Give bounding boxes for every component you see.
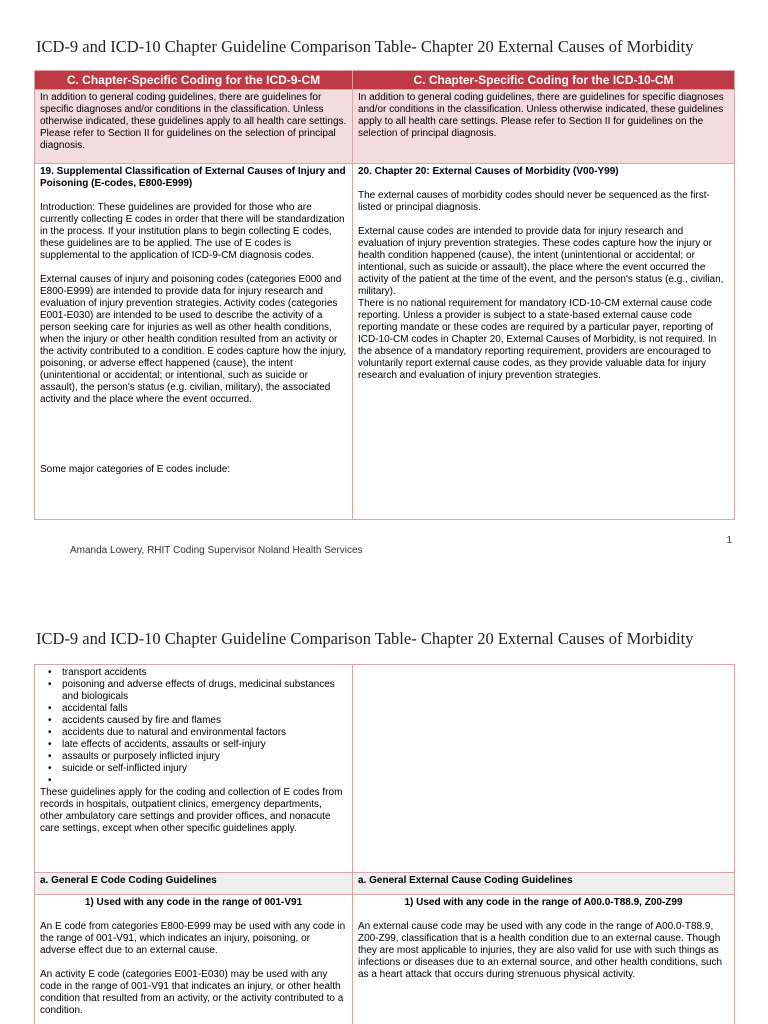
page-footer: Amanda Lowery, RHIT Coding Supervisor Noland Health Services xyxy=(70,545,363,556)
category-item: • accidents due to natural and environmental factors xyxy=(62,727,347,739)
activity-code-paragraph: An activity E code (categories E001-E030) may be used with any code in the range of 001-V91 that indicates an injury, or other health condition that resulted from an activity, or the activity contributed to a condition. xyxy=(40,969,344,1016)
general-guidelines-cell-icd9 xyxy=(35,895,353,1024)
chapter-cell-icd9 xyxy=(35,164,353,520)
intro-icd10: In addition to general coding guidelines, there are guidelines for specific diagnoses and/or conditions in the classification. Unless otherwise indicated, these guidelines apply to all health care settings. Please refer to Section II for guidelines on the selection of principal diagnosis. xyxy=(353,90,735,164)
chapter-heading-icd10: 20. Chapter 20: External Causes of Morbidity (V00-Y99) xyxy=(358,166,619,177)
sequencing-paragraph-icd10: The external causes of morbidity codes should never be sequenced as the first-listed or principal diagnosis. xyxy=(358,190,710,213)
page-number: 1 xyxy=(726,535,732,546)
purpose-paragraph-icd10: External cause codes are intended to provide data for injury research and evaluation of injury prevention strategies. These codes capture how the injury or health condition happened (cause), the intent (unintentional or accidental; or intentional, such as suicide or assault), the place where the event occurred the activity of the patient at the time of the event, and the person's status (e.g., civilian, military). xyxy=(358,226,724,297)
category-item: • late effects of accidents, assaults or self-injury xyxy=(62,739,347,751)
comparison-table-page-2 xyxy=(34,664,735,1024)
header-icd10: C. Chapter-Specific Coding for the ICD-10-CM xyxy=(353,71,735,90)
e-code-categories-list xyxy=(40,667,347,787)
external-cause-code-paragraph: An external cause code may be used with any code in the range of A00.0-T88.9, Z00-Z99, classification that is a health condition due to an external cause. Though they are most applicable to injuries, they are also valid for use with such things as infections or diseases due to an external source, and other health conditions, such as a heart attack that occurs during strenuous physical activity. xyxy=(358,921,723,980)
subheading-icd10: 1) Used with any code in the range of A00.0-T88.9, Z00-Z99 xyxy=(404,897,683,908)
chapter-heading-icd9: 19. Supplemental Classification of External Causes of Injury and Poisoning (E-codes, E800-E999) xyxy=(40,166,346,189)
subheading-icd9: 1) Used with any code in the range of 001-V91 xyxy=(84,897,303,908)
category-item: • poisoning and adverse effects of drugs, medicinal substances and biologicals xyxy=(62,679,347,703)
chapter-cell-icd10 xyxy=(353,164,735,520)
categories-lead-in: Some major categories of E codes include: xyxy=(40,464,231,475)
section-heading-icd10: a. General External Cause Coding Guidelines xyxy=(353,873,735,895)
e-code-paragraph: An E code from categories E800-E999 may be used with any code in the range of 001-V91, which indicates an injury, poisoning, or adverse effect due to an external cause. xyxy=(40,921,346,956)
category-item: • accidental falls xyxy=(62,703,347,715)
document-title: ICD-9 and ICD-10 Chapter Guideline Comparison Table- Chapter 20 External Causes of Morbidity xyxy=(36,37,694,56)
intro-paragraph-icd9: Introduction: These guidelines are provided for those who are currently collecting E codes in order that there will be standardization in the process. If your institution plans to begin collecting E codes, these guidelines are to be applied. The use of E codes is supplemental to the application of ICD-9-CM diagnosis codes. xyxy=(40,202,345,261)
general-guidelines-cell-icd10 xyxy=(353,895,735,1024)
comparison-table xyxy=(34,70,735,520)
reporting-paragraph-icd10: There is no national requirement for mandatory ICD-10-CM external cause code reporting. Unless a provider is subject to a state-based external cause code reporting mandate or these codes are required by a particular payer, reporting of ICD-10-CM codes in Chapter 20, External Causes of Morbidity, is not required. In the absence of a mandatory reporting requirement, providers are encouraged to voluntarily report external cause codes, as they provide valuable data for injury research and evaluation of injury prevention strategies. xyxy=(358,298,717,381)
category-item: • assaults or purposely inflicted injury xyxy=(62,751,347,763)
external-causes-paragraph-icd9: External causes of injury and poisoning codes (categories E000 and E800-E999) are intended to provide data for injury research and evaluation of injury prevention strategies. Activity codes (categories E001-E030) are intended to be used to describe the activity of a person seeking care for injuries as well as other health conditions, when the injury or other health condition resulted from an activity or the activity contributed to a condition. E codes capture how the injury, poisoning, or adverse effect happened (cause), the intent (unintentional or accidental; or intentional, such as suicide or assault), the person's status (e.g. civilian, military), the associated activity and the place where the event occurred. xyxy=(40,274,347,405)
category-item: • accidents caused by fire and flames xyxy=(62,715,347,727)
category-item xyxy=(62,775,347,787)
section-heading-icd9: a. General E Code Coding Guidelines xyxy=(35,873,353,895)
document-title-page-2: ICD-9 and ICD-10 Chapter Guideline Comparison Table- Chapter 20 External Causes of Morbidity xyxy=(36,629,694,648)
categories-cell xyxy=(35,665,353,873)
page-2 xyxy=(0,600,768,1024)
intro-icd9: In addition to general coding guidelines, there are guidelines for specific diagnoses and/or conditions in the classification. Unless otherwise indicated, these guidelines apply to all health care settings. Please refer to Section II for guidelines on the selection of principal diagnosis. xyxy=(35,90,353,164)
empty-cell-icd10 xyxy=(353,665,735,873)
category-item: • suicide or self-inflicted injury xyxy=(62,763,347,775)
category-item: • transport accidents xyxy=(62,667,347,679)
settings-paragraph: These guidelines apply for the coding and collection of E codes from records in hospitals, outpatient clinics, emergency departments, other ambulatory care settings and provider offices, and nonacute care settings, except when other specific guidelines apply. xyxy=(40,787,343,834)
header-icd9: C. Chapter-Specific Coding for the ICD-9-CM xyxy=(35,71,353,90)
